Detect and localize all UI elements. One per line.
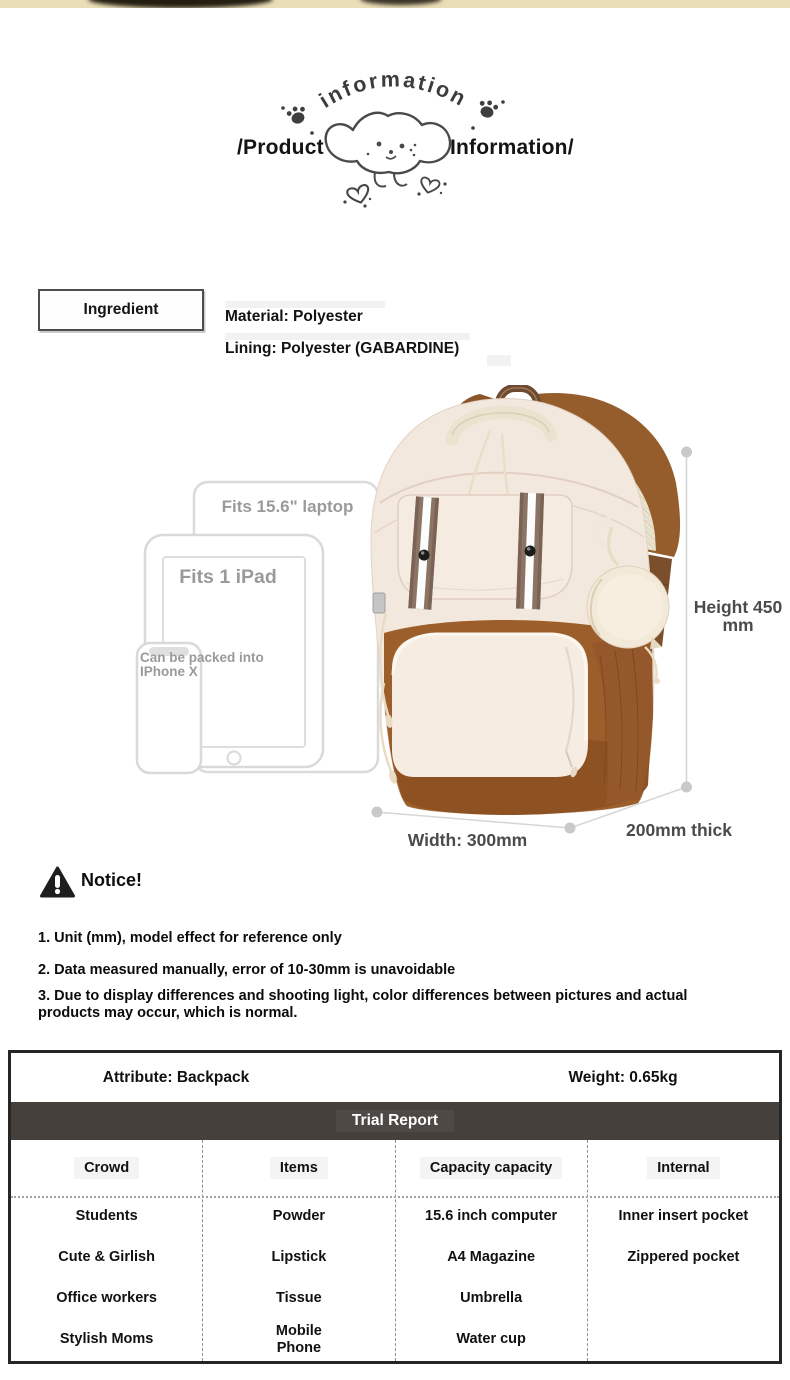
- dot-accent: [310, 131, 314, 135]
- product-title-right: Information/: [450, 136, 574, 159]
- height-label: Height 450 mm: [693, 597, 783, 635]
- weight-value: Weight: 0.65kg: [568, 1068, 678, 1086]
- attribute-value: Attribute: Backpack: [102, 1068, 250, 1086]
- table-cell: Powder: [272, 1208, 326, 1225]
- heart-icon: [419, 177, 440, 195]
- lining-line: Lining: Polyester (GABARDINE): [225, 340, 460, 357]
- usb-port: [373, 593, 385, 613]
- column-items: [203, 1140, 395, 1361]
- table-cell: Tissue: [276, 1290, 322, 1307]
- translation-artifact: [487, 355, 511, 366]
- column-header: Items: [203, 1140, 394, 1196]
- product-title-left: /Product: [237, 136, 324, 159]
- attribute-row: [11, 1053, 779, 1102]
- trial-report-header: [11, 1102, 779, 1140]
- puppy-doodle-icon: [326, 113, 450, 187]
- paw-print-icon: [476, 98, 499, 120]
- heart-icon: [346, 184, 371, 205]
- column-crowd: [11, 1140, 203, 1361]
- table-cell: Water cup: [456, 1331, 526, 1348]
- flap-strap-right: [516, 493, 544, 610]
- table-cell: Zippered pocket: [627, 1249, 740, 1266]
- table-cell: Office workers: [56, 1290, 157, 1307]
- fits-laptop-label: Fits 15.6" laptop: [221, 497, 354, 516]
- table-cell: Lipstick: [271, 1249, 327, 1266]
- table-cell: [588, 1319, 779, 1360]
- table-cell: Students: [75, 1208, 138, 1225]
- top-image-strip: [0, 0, 790, 8]
- warning-icon: [40, 866, 75, 899]
- strip-shadow-blob: [360, 0, 442, 5]
- notice-title: Notice!: [81, 870, 143, 890]
- translation-artifact: [225, 301, 385, 308]
- notice-item-2: 2. Data measured manually, error of 10-30mm is unavoidable: [38, 962, 456, 978]
- column-header: Capacity capacity: [396, 1140, 587, 1196]
- table-cell: Umbrella: [460, 1290, 523, 1307]
- table-cell: Cute & Girlish: [58, 1249, 155, 1266]
- column-header: Internal: [588, 1140, 779, 1196]
- column-header: Crowd: [11, 1140, 202, 1196]
- header-divider: [11, 1196, 779, 1198]
- spec-table: [8, 1050, 782, 1364]
- ingredient-box: [38, 289, 204, 331]
- packed-iphone-label: Can be packed into IPhone X: [140, 650, 264, 679]
- table-cell: Inner insert pocket: [618, 1208, 749, 1225]
- table-cell: [588, 1278, 779, 1319]
- table-cell: 15.6 inch computer: [425, 1208, 558, 1225]
- column-internal: [588, 1140, 779, 1361]
- product-figure: [0, 385, 790, 865]
- backpack-illustration: [371, 388, 680, 815]
- notice-item-1: 1. Unit (mm), model effect for reference only: [38, 930, 342, 946]
- strip-shadow-blob: [88, 0, 273, 8]
- arc-information-text: information: [315, 67, 472, 113]
- table-cell: Stylish Moms: [59, 1331, 154, 1348]
- table-cell: Mobile Phone: [275, 1322, 322, 1356]
- paw-print-icon: [285, 104, 308, 126]
- material-line: Material: Polyester: [225, 308, 363, 325]
- trial-report-title: Trial Report: [336, 1110, 454, 1132]
- dot-accent: [471, 126, 475, 130]
- translation-artifact: [225, 333, 470, 340]
- column-capacity: [396, 1140, 588, 1361]
- ingredient-label: Ingredient: [83, 301, 159, 318]
- fits-ipad-label: Fits 1 iPad: [179, 566, 277, 588]
- dot-accent: [281, 106, 285, 110]
- thickness-label: 200mm thick: [625, 820, 733, 840]
- dot-accent: [501, 100, 505, 104]
- notice-item-3: 3. Due to display differences and shooting light, color differences between pictures and actual products may occur, which is normal.: [38, 988, 688, 1021]
- table-cell: A4 Magazine: [447, 1249, 536, 1266]
- width-label: Width: 300mm: [407, 830, 528, 850]
- trial-report-body: [11, 1140, 779, 1361]
